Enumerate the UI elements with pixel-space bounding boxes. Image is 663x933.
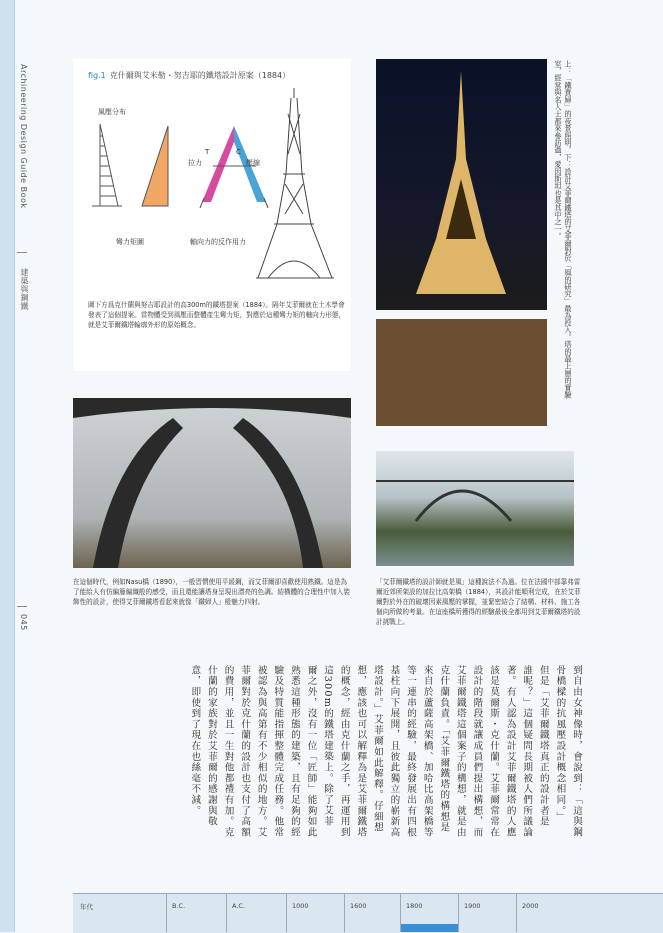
timeline-mark: 1000 xyxy=(292,902,309,910)
timeline-highlight xyxy=(400,924,458,932)
photo-caption-left: 在這個時代，例如Nasu橋（1890），一般習慣使用平緩鋼，而艾菲爾卻喜歡使用熟鐵。這是為了能給人有仿編籐編織般的感受，而且還能讓塔身呈現出漂亮的色調。結構體的合理性中加入裝飾性的設計，使得艾菲爾鐵塔看起來就像「鐵婦人」般魅力四射。 xyxy=(73,578,350,606)
tension-leg xyxy=(202,126,234,202)
bending-moment-label: 彎力矩圖 xyxy=(116,238,144,246)
t-label: T xyxy=(205,148,210,156)
timeline-mark: 1800 xyxy=(406,902,423,910)
eiffel-night-photo xyxy=(376,59,547,310)
figure-number: fig.1 xyxy=(88,71,106,80)
body-line: 什蘭的家族對於艾菲爾的感謝與敬 xyxy=(205,665,217,827)
wind-distribution-label: 風壓分布 xyxy=(98,108,126,116)
timeline-bar xyxy=(73,893,663,933)
tension-label: 拉力 xyxy=(188,159,202,167)
tower-base-photo xyxy=(73,398,351,568)
timeline-mark: A.C. xyxy=(232,902,246,910)
figure-title xyxy=(88,70,290,81)
body-line: 菲爾對於克什蘭的設計也支付了高額 xyxy=(239,665,251,838)
spine-separator xyxy=(17,606,27,607)
compression-label: 壓縮 xyxy=(246,159,260,167)
body-line: 設計的階段就讓成員們提出構想，而 xyxy=(471,665,483,838)
body-line: 等一連串的經驗，最終發展出有四根 xyxy=(405,665,417,838)
body-line: 到自由女神像時，會說到：「這與鋼 xyxy=(571,665,582,838)
timeline-mark: 1900 xyxy=(464,902,481,910)
timeline-tick xyxy=(166,893,167,932)
c-label: C xyxy=(236,148,241,156)
body-line: 驗及特質能指揮整體完成任務。他常 xyxy=(272,665,284,838)
body-line: 克什蘭負責。「艾菲爾鐵塔的構想是 xyxy=(438,665,450,833)
tower-elevation xyxy=(256,88,334,278)
body-line: 來自於蘆薩高架橋、加哈比高架橋等 xyxy=(421,665,433,838)
figure-title-text: 克什爾與艾米勒・努吉耶的鐵塔設計原案（1884） xyxy=(109,71,291,80)
photo-caption-bridge: 「艾菲爾鐵塔的設計師就是風」這種說法不為過。位在法國中部靠弗雷爾近郊所架設的加拉比高架橋（1884），其設計能順利完成，在於艾菲爾對於外在的破壞因素風壓的掌握，並緊密結合了結構、材料、施工各個向所做的考量。在這座橋所獲得的經驗最後全都用到艾菲爾鐵塔的設計挑戰上。 xyxy=(376,578,581,626)
body-line: 但是「艾菲爾鐵塔真正的設計者是 xyxy=(537,665,549,827)
body-line: 基柱向下展開，且彼此獨立的嶄新高 xyxy=(388,665,400,838)
eiffel-office-photo xyxy=(376,319,547,426)
body-line: 這300m的鐵塔建築上。除了艾菲 xyxy=(322,665,334,827)
body-line: 熟悉這種形態的建築，且有足夠的經 xyxy=(288,665,300,838)
timeline-tick xyxy=(400,893,401,932)
spine-divider xyxy=(14,0,15,932)
timeline-mark: 2000 xyxy=(522,902,539,910)
timeline-tick xyxy=(458,893,459,932)
section-title: 建築與鋼鐵 xyxy=(20,268,29,311)
timeline-tick xyxy=(226,893,227,932)
book-title: Archineering Design Guide Book xyxy=(19,64,28,209)
timeline-tick xyxy=(286,893,287,932)
body-line: 骨橋樑的抗風壓設計概念相同。」 xyxy=(554,665,566,823)
body-line: 意，即使到了現在也絲毫不減。 xyxy=(189,665,201,817)
spine-separator xyxy=(17,252,27,253)
body-line: 被認為與高第有不少相似的地方。艾 xyxy=(255,665,267,838)
timeline-label: 年代 xyxy=(80,903,93,911)
body-line: 想，應該也可以解釋為是艾菲爾鐵塔 xyxy=(355,665,367,838)
wind-pressure-diagram xyxy=(92,124,122,206)
axial-reaction-label: 軸向力的反作用力 xyxy=(190,238,246,246)
body-text xyxy=(150,665,584,885)
body-line: 爾之外，沒有一位「匠師」能夠如此 xyxy=(305,665,317,838)
timeline-mark: B.C. xyxy=(172,902,186,910)
body-line: 的概念，經由克什蘭之手，再運用到 xyxy=(338,665,350,838)
timeline-tick xyxy=(516,893,517,932)
body-line: 艾菲爾鐵塔這個案子的構想，就是由 xyxy=(454,665,466,838)
body-line: 著。有人認為設計艾菲爾鐵塔的人應 xyxy=(504,665,516,838)
page-spine xyxy=(0,0,14,932)
page-number: 045 xyxy=(19,614,28,631)
bending-moment-triangle xyxy=(142,126,168,206)
garabit-viaduct-photo xyxy=(376,451,574,566)
body-line: 塔設計。」艾菲爾如此解釋。仔細想 xyxy=(371,665,383,833)
figure-caption: 圖下方爲克什蘭與努吉耶設計的高300m的鐵塔提案（1884）。隔年艾菲爾就在土木學會發表了這個提案。當物體受到風壓而整體產生彎力矩，對應於這種彎力矩的軸向力形態，就是艾菲爾鐵塔輪廓外形的原始概念。 xyxy=(88,301,346,329)
timeline-tick xyxy=(344,893,345,932)
timeline-mark: 1600 xyxy=(350,902,367,910)
body-line: 誰呢？」這個疑問長期被人們所議論 xyxy=(521,665,533,838)
body-line: 的費用，並且一生對他都禮有加。克 xyxy=(222,665,234,838)
photo-caption-right: 上：「鐵貴婦」的夜景照明。下：設計艾菲爾鐵塔的艾菲爾對於「風的研究」最為投入。塔的最上層的實驗室，經常與名人士都來參訪過，愛因斯坦也是其中之一。 xyxy=(554,60,573,399)
body-line: 該是莫爾斯・克什蘭。艾菲爾常常在 xyxy=(488,665,500,838)
